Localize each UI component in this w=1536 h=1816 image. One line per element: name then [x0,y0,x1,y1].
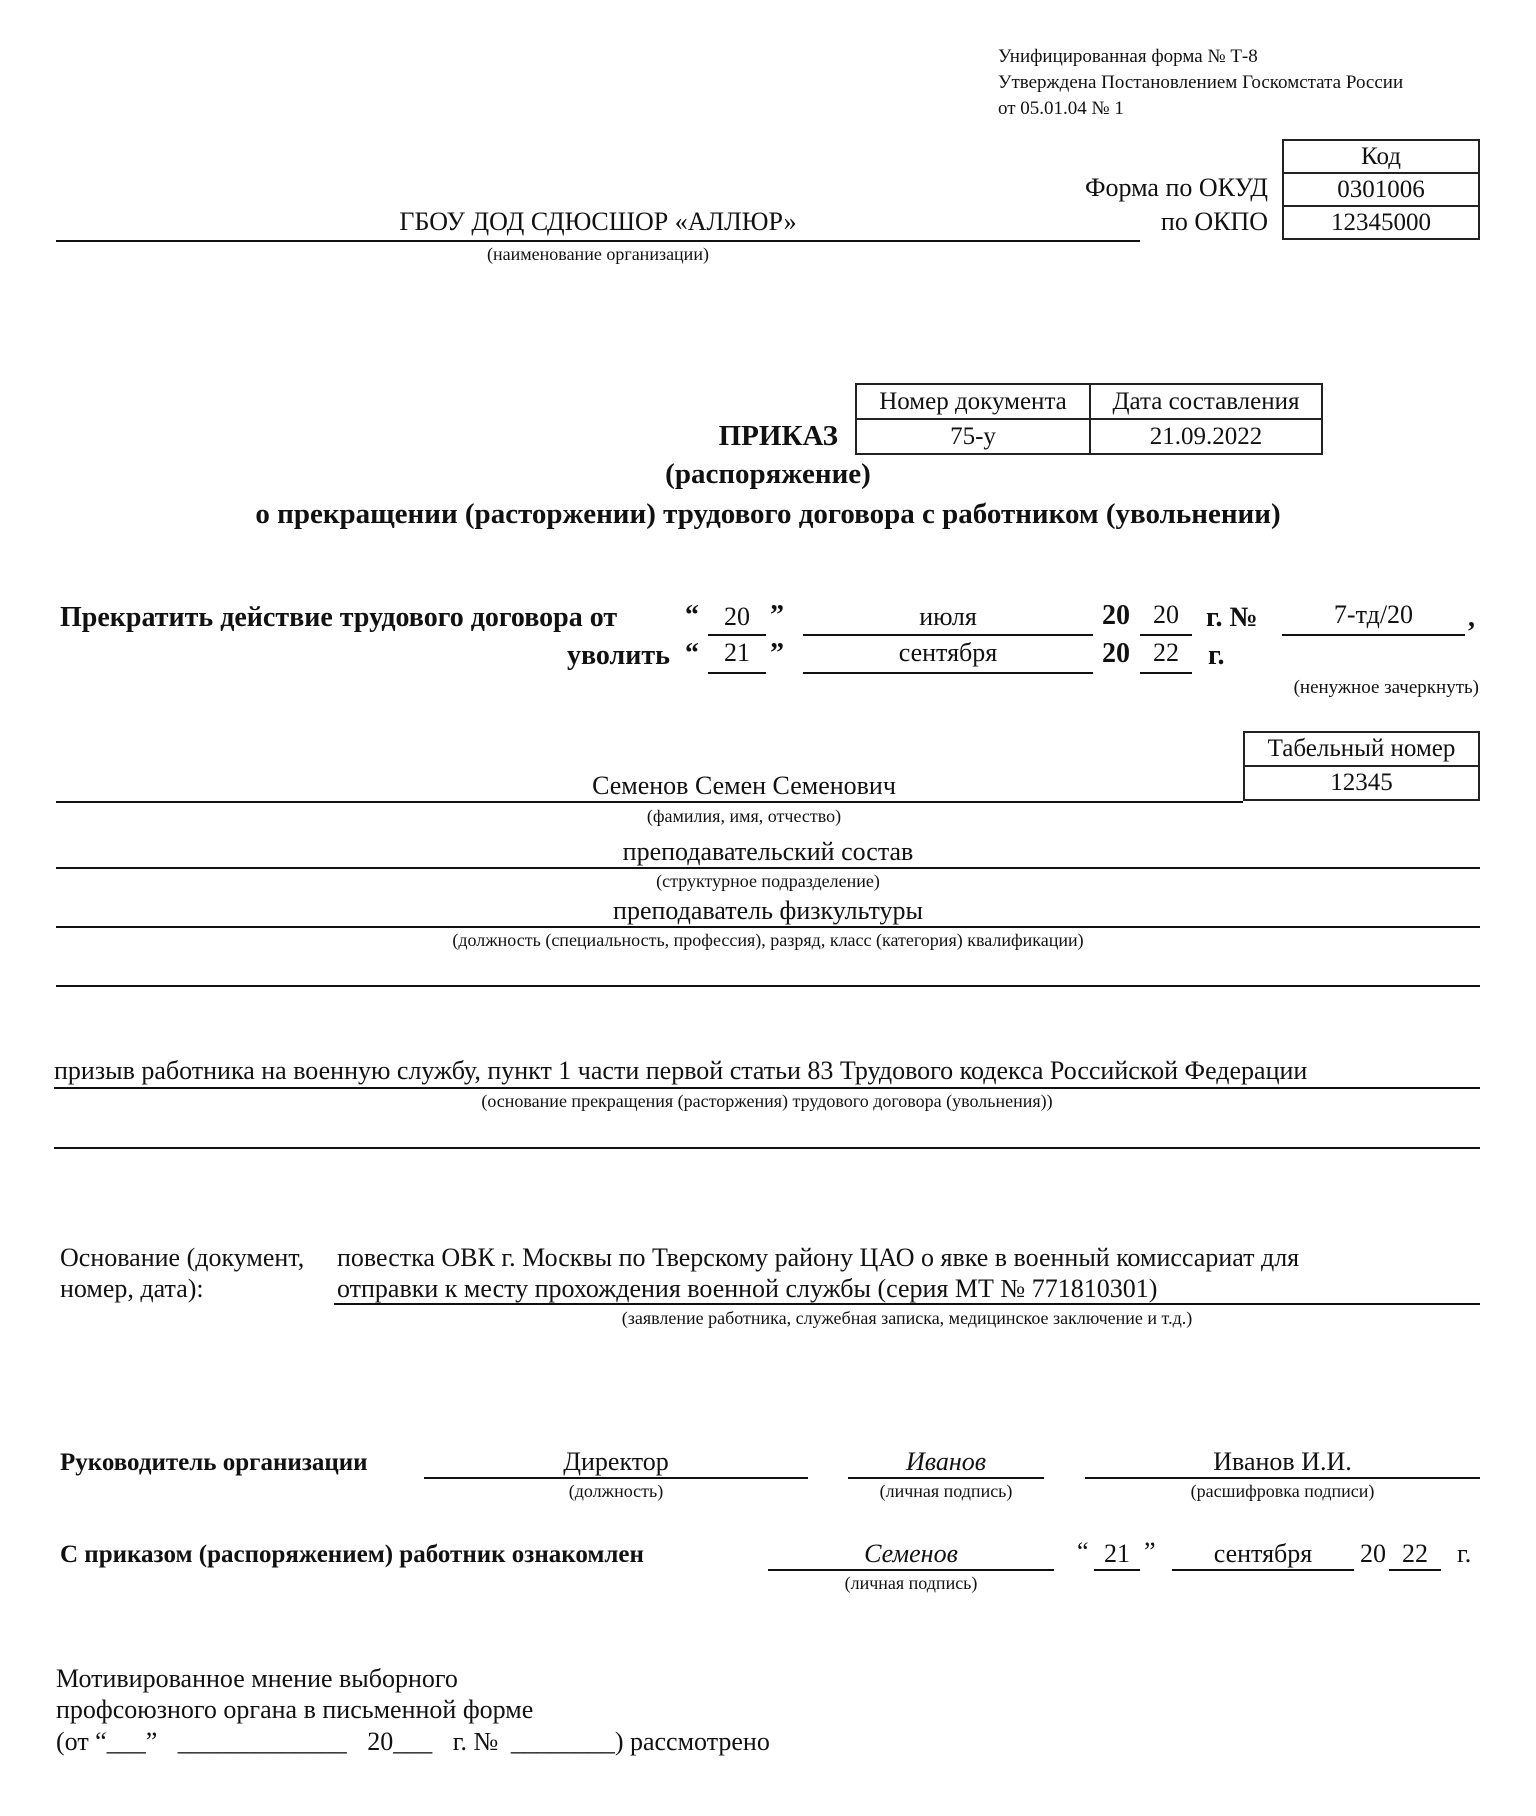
department-line [56,867,1480,869]
ack-open-quote: “ [1077,1537,1089,1566]
strike-note: (ненужное зачеркнуть) [1293,677,1479,698]
union-line3 [56,1727,770,1757]
tab-number: 12345 [1244,766,1479,800]
organization-caption: (наименование организации) [487,244,709,264]
union-from: (от “___” [56,1727,158,1756]
ack-day-line [1094,1569,1140,1571]
number-label: г. № [1206,602,1258,633]
doc-date: 21.09.2022 [1090,419,1322,454]
union-month-blank[interactable]: _____________ [177,1727,347,1756]
position: преподаватель физкультуры [613,896,923,925]
ack-year-suffix: г. [1457,1539,1472,1568]
head-decoded: Иванов И.И. [1213,1447,1352,1476]
grounds-extra-line [54,1147,1480,1149]
form-header-line3: от 05.01.04 № 1 [998,98,1124,119]
ack-signature[interactable]: Семенов [864,1539,958,1568]
dismiss-day[interactable]: 21 [724,638,750,667]
codes-header: Код [1283,140,1479,173]
ack-label: С приказом (распоряжением) работник ознакомлен [60,1541,644,1568]
head-position-caption: (должность) [568,1481,664,1501]
employee-name-caption: (фамилия, имя, отчество) [646,806,842,826]
comma: , [1468,602,1475,633]
head-decoded-caption: (расшифровка подписи) [1190,1481,1375,1501]
organization-line [56,240,1140,242]
ack-signature-caption: (личная подпись) [844,1573,978,1593]
document-subtitle: (распоряжение) [665,458,871,490]
head-position-line [424,1477,808,1479]
employee-name: Семенов Семен Семенович [592,771,896,800]
basis-text-line1: повестка ОВК г. Москвы по Тверскому району ЦАО о явке в военный комиссариат для [337,1243,1300,1272]
close-quote: ” [770,600,784,631]
doc-number: 75-у [856,419,1090,454]
open-quote: “ [685,600,699,631]
grounds-text: призыв работника на военную службу, пункт 1 части первой статьи 83 Трудового кодекса Российской Федерации [54,1056,1308,1085]
ack-day[interactable]: 21 [1104,1539,1130,1568]
form-header-line2: Утверждена Постановлением Госкомстата России [998,72,1404,93]
union-line2: профсоюзного органа в письменной форме [56,1695,534,1724]
position-line [56,926,1480,928]
union-number-label: г. № [452,1727,499,1756]
position-extra-line [56,985,1480,987]
okud-label: Форма по ОКУД [1085,173,1268,202]
dismiss-year[interactable]: 22 [1153,638,1179,667]
contract-day-line [708,634,766,636]
form-header-line1: Унифицированная форма № Т-8 [998,46,1258,67]
ack-close-quote: ” [1144,1537,1156,1566]
open-quote-2: “ [685,638,699,669]
head-position: Директор [563,1447,669,1476]
union-end: ) рассмотрено [614,1727,770,1756]
contract-day[interactable]: 20 [724,602,750,631]
ack-century: 20 [1360,1539,1386,1568]
employee-name-line [56,801,1243,803]
ack-year-line [1389,1569,1441,1571]
head-label: Руководитель организации [60,1449,368,1476]
grounds-line [54,1087,1480,1089]
ack-month[interactable]: сентября [1213,1539,1313,1568]
doc-date-header: Дата составления [1090,384,1322,419]
organization-name: ГБОУ ДОД СДЮСШОР «АЛЛЮР» [399,207,797,236]
okpo-label: по ОКПО [1160,207,1268,236]
contract-number-line [1282,634,1465,636]
doc-number-header: Номер документа [856,384,1090,419]
position-caption: (должность (специальность, профессия), разряд, класс (категория) квалификации) [452,930,1084,950]
basis-label-line1: Основание (документ, [60,1243,305,1272]
contract-month[interactable]: июля [919,602,977,631]
head-decoded-line [1085,1477,1480,1479]
dismiss-year-suffix: г. [1208,640,1225,671]
document-table [855,383,1323,455]
dismiss-month[interactable]: сентября [898,638,998,667]
okud-value: 0301006 [1283,173,1479,206]
dismiss-year-line [1140,672,1192,674]
basis-label-line2: номер, дата): [60,1274,204,1303]
tab-number-header: Табельный номер [1244,732,1479,766]
dismiss-day-line [708,672,766,674]
dismiss-century: 20 [1102,638,1130,669]
okpo-value: 12345000 [1283,206,1479,239]
department: преподавательский состав [622,837,914,866]
dismiss-month-line [803,672,1093,674]
contract-label: Прекратить действие трудового договора от [60,602,618,633]
grounds-caption: (основание прекращения (расторжения) трудового договора (увольнения)) [481,1091,1053,1111]
union-line1: Мотивированное мнение выборного [56,1664,458,1693]
contract-month-line [803,634,1093,636]
close-quote-2: ” [770,638,784,669]
head-signature-caption: (личная подпись) [879,1481,1013,1501]
basis-caption: (заявление работника, служебная записка, медицинское заключение и т.д.) [621,1308,1193,1328]
contract-year-line [1140,634,1192,636]
basis-line [334,1303,1480,1305]
ack-signature-line [768,1569,1054,1571]
document-heading: о прекращении (расторжении) трудового договора с работником (увольнении) [255,498,1281,530]
ack-year[interactable]: 22 [1402,1539,1428,1568]
contract-number[interactable]: 7-тд/20 [1333,600,1414,629]
head-signature-line [848,1477,1044,1479]
dismiss-label: уволить [567,640,670,671]
union-year[interactable]: 20___ [367,1727,433,1756]
contract-century: 20 [1102,600,1130,631]
codes-table [1282,139,1480,240]
head-signature[interactable]: Иванов [905,1447,987,1476]
basis-text-line2: отправки к месту прохождения военной службы (серия МТ № 771810301) [337,1274,1158,1303]
ack-month-line [1172,1569,1354,1571]
document-title: ПРИКАЗ [718,420,838,452]
contract-year[interactable]: 20 [1153,600,1179,629]
union-number-blank[interactable]: ________ [510,1727,615,1756]
department-caption: (структурное подразделение) [656,871,880,891]
